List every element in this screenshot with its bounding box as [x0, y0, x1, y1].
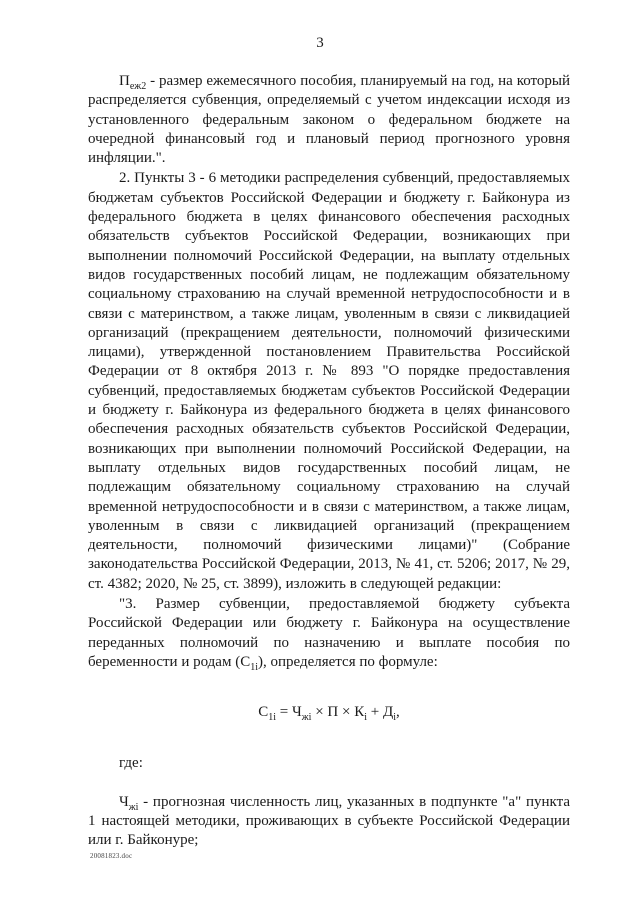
footer-file-name: 20081823.doc: [90, 852, 133, 860]
formula-c-subscript: 1i: [268, 712, 277, 724]
paragraph-ch-text: - прогнозная численность лиц, указанных в подпункте "а" пункта 1 настоящей методики, проживающих в субъекте Российской Федерации или г. Байконуре;: [88, 793, 570, 849]
paragraph-p-text: - размер ежемесячного пособия, планируемый на год, на который распределяется субвенция, определяемый с учетом индексации исходя из установленного федеральным законом о федеральном бюджете на очередной финансовый год и плановый период прогнозного уровня инфляции.".: [88, 73, 570, 167]
paragraph-3: [88, 595, 570, 672]
formula-plus-d: + Д: [367, 704, 394, 721]
formula-ch-subscript: жi: [301, 712, 312, 724]
formula-mid: × П × К: [311, 704, 365, 721]
formula-d-subscript: i: [393, 712, 396, 724]
paragraph-p-definition: [88, 72, 570, 168]
symbol-p-subscript: еж2: [129, 81, 147, 92]
page-number: 3: [316, 35, 324, 51]
symbol-ch-subscript: жi: [128, 801, 139, 813]
formula-eq-ch: = Ч: [276, 704, 302, 721]
formula-k-subscript: i: [364, 712, 367, 724]
symbol-ch: Ч: [119, 793, 129, 810]
paragraph-3-text-start: "3. Размер субвенции, предоставляемой бюджету субъекта Российской Федерации или бюджету г. Байконура на осуществление переданных полномочий по назначению и выплате пособия по беременности и родам (С: [88, 596, 570, 670]
paragraph-3-text-end: ), определяется по формуле:: [257, 653, 438, 670]
paragraph-3-subscript: 1i: [250, 661, 258, 673]
formula: [88, 703, 570, 722]
document-body: [88, 72, 570, 851]
formula-c: С: [258, 704, 269, 721]
formula-end: ,: [395, 704, 400, 721]
paragraph-ch-definition: [88, 793, 570, 851]
symbol-p: П: [119, 73, 130, 89]
where-label: где:: [119, 754, 143, 771]
paragraph-2: 2. Пункты 3 - 6 методики распределения субвенций, предоставляемых бюджетам субъектов Российской Федерации и бюджету г. Байконура из федерального бюджета в целях финансового обеспечения расходных обязательств субъектов Российской Федерации, возникающих при выполнении полномочий Российской Федерации, на выплату отдельных видов государственных пособий лицам, не подлежащим обязательному социальному страхованию на случай временной нетрудоспособности и в связи с материнством, а также лицам, уволенным в связи с ликвидацией организаций (прекращением деятельности, полномочий физическими лицами), утвержденной постановлением Правительства Российской Федерации от 8 октября 2013 г. № 893 "О порядке предоставления субвенций, предоставляемых бюджетам субъектов Российской Федерации и бюджету г. Байконура из федерального бюджета в целях финансового обеспечения расходных обязательств субъектов Российской Федерации, возникающих при выполнении полномочий Российской Федерации, на выплату отдельных видов государственных пособий лицам, не подлежащим обязательному социальному страхованию на случай временной нетрудоспособности и в связи с материнством, а также лицам, уволенным в связи с ликвидацией организаций (прекращением деятельности, полномочий физическими лицами)" (Собрание законодательства Российской Федерации, 2013, № 41, ст. 5206; 2017, № 29, ст. 4382; 2020, № 25, ст. 3899), изложить в следующей редакции:: [88, 170, 570, 592]
